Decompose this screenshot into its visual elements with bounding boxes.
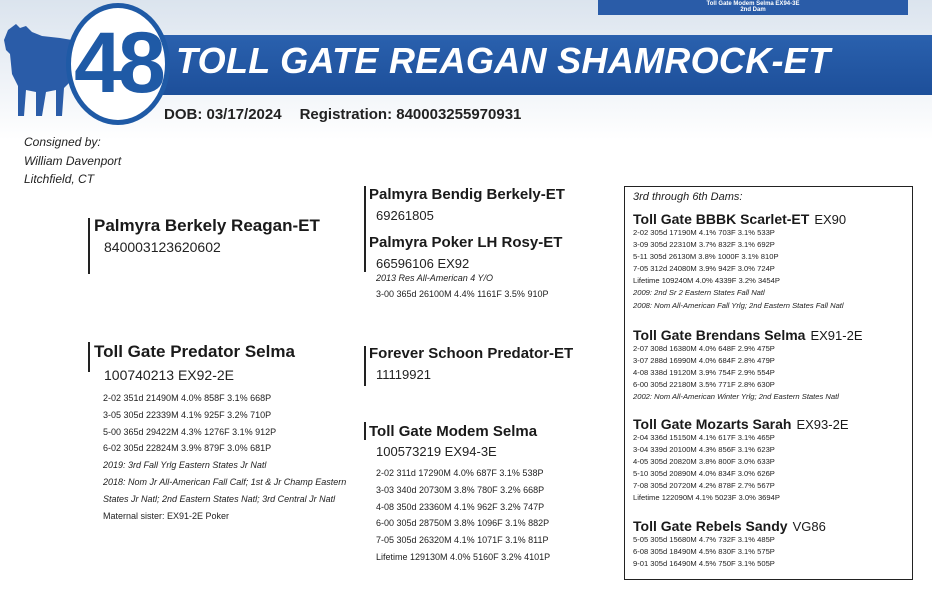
dam-record: 6-02 305d 22824M 3.9% 879F 3.0% 681P [103,443,272,454]
dam-entry-record: 4-05 305d 20820M 3.8% 800F 3.0% 633P [633,457,775,467]
dam-entry-class: EX90 [814,212,847,227]
dam-entry-title: Toll Gate Rebels Sandy [633,518,788,534]
dam-sire-bracket [364,346,366,386]
sire-dam-reg: 66596106 EX92 [376,256,470,271]
animal-title: TOLL GATE REAGAN SHAMROCK-ET [176,40,831,81]
dam-entry-name [633,211,908,227]
dam-entry-note: 2009: 2nd Sr 2 Eastern States Fall Natl [633,288,765,298]
dam-entry-record: 6-00 305d 22180M 3.5% 771F 2.8% 630P [633,380,775,390]
dam-entry-record: 6-08 305d 18490M 4.5% 830F 3.1% 575P [633,547,775,557]
dam-entry-title: Toll Gate Mozarts Sarah [633,416,792,432]
maternal-sister: Maternal sister: EX91-2E Poker [103,510,230,521]
dam-entry-record: 4-08 338d 19120M 3.9% 754F 2.9% 554P [633,368,775,378]
dam-dam-record: 4-08 350d 23360M 4.1% 962F 3.2% 747P [376,501,545,512]
dam-entry-title: Toll Gate Brendans Selma [633,327,806,343]
dam-entry-record: 5-10 305d 20890M 4.0% 834F 3.0% 626P [633,469,775,479]
dam-name: Toll Gate Predator Selma [94,342,295,361]
dam-record: 2-02 351d 21490M 4.0% 858F 3.1% 668P [103,393,272,403]
dam-entry-note: 2008: Nom All-American Fall Yrlg; 2nd Eastern States Fall Natl [633,300,844,310]
cow-silhouette-icon [2,10,74,116]
sire-sire-name: Palmyra Bendig Berkely-ET [369,186,565,203]
sire-dam-record: 3-00 365d 26100M 4.4% 1161F 3.5% 910P [376,289,549,299]
dam-entry-record: 7-05 312d 24080M 3.9% 942F 3.0% 724P [633,264,775,274]
dam-dam-bracket [364,422,366,440]
dam-note: States Jr Natl; 2nd Eastern States Natl; 3rd Central Jr Natl [103,493,336,504]
dams-header: 3rd through 6th Dams: [633,191,743,203]
dam-entry-record: 9-01 305d 16490M 4.5% 750F 3.1% 505P [633,559,775,569]
dam-records [103,390,346,524]
consignor-location: Litchfield, CT [24,172,95,186]
dam-dam-record: 2-02 311d 17290M 4.0% 687F 3.1% 538P [376,468,544,478]
dam-entry-record: 7-08 305d 20720M 4.2% 878F 2.7% 567P [633,481,775,491]
dam-record: 5-00 365d 29422M 4.3% 1276F 3.1% 912P [103,426,277,437]
consigned-label: Consigned by: [24,135,101,149]
dam-entry-class: VG86 [792,519,826,534]
sire-name: Palmyra Berkely Reagan-ET [94,216,320,235]
sire-dam-name: Palmyra Poker LH Rosy-ET [369,234,563,251]
consignor-name: William Davenport [24,153,122,168]
dam-entry-note: 2002: Nom All-American Winter Yrlg; 2nd Eastern States Natl [633,392,839,402]
sire-parents-bracket [364,186,366,272]
dam-sire-reg: 11119921 [376,367,431,382]
dam-entry-record: 2-02 305d 17190M 4.1% 703F 3.1% 533P [633,228,775,237]
dam-entry-title: Toll Gate BBBK Scarlet-ET [633,211,810,227]
dam-note: 2019: 3rd Fall Yrlg Eastern States Jr Natl [103,460,267,471]
dam-record: 3-05 305d 22339M 4.1% 925F 3.2% 710P [103,409,272,420]
top-tab-line2: 2nd Dam [740,7,766,13]
dam-entry-record: 5-11 305d 26130M 3.8% 1000F 3.1% 810P [633,252,779,262]
dam-entry [633,416,908,505]
dam-dam-record: Lifetime 129130M 4.0% 5160F 3.2% 4101P [376,551,551,562]
dam-entry-class: EX93-2E [796,417,849,432]
registration: Registration: 840003255970931 [299,106,522,123]
sire-dam-note: 2013 Res All-American 4 Y/O [376,273,494,283]
sire-sire-reg: 69261805 [376,208,434,223]
sire-reg: 840003123620602 [104,239,221,255]
dam-entry-record: 3-04 339d 20100M 4.3% 856F 3.1% 623P [633,445,775,455]
dam-dam-name: Toll Gate Modem Selma [369,423,538,440]
dam-sire-name: Forever Schoon Predator-ET [369,345,574,362]
dam-dam-records [376,465,550,566]
dam-entry [633,211,908,312]
dob-registration-line [164,106,521,123]
top-tab [598,0,908,15]
dam-dam-record: 3-03 340d 20730M 3.8% 780F 3.2% 668P [376,484,545,495]
dam-dam-record: 7-05 305d 26320M 4.1% 1071F 3.1% 811P [376,535,549,546]
dam-note: 2018: Nom Jr All-American Fall Calf; 1st & Jr Champ Eastern [103,476,347,487]
dam-reg: 100740213 EX92-2E [104,367,234,383]
consigned-by [24,133,121,189]
dam-entry-record: 2-07 308d 16380M 4.0% 648F 2.9% 475P [633,344,775,353]
dam-entry-record: Lifetime 109240M 4.0% 4339F 3.2% 3454P [633,276,780,286]
dam-entry [633,327,908,403]
dam-entry-class: EX91-2E [810,328,863,343]
dam-entry-record: 3-07 288d 16990M 4.0% 684F 2.8% 479P [633,356,775,366]
dam-entry-name [633,518,908,534]
dam-dam-reg: 100573219 EX94-3E [376,444,497,459]
dam-entry-name [633,416,908,432]
dam-bracket [88,342,90,372]
dam-entry-record: 3-09 305d 22310M 3.7% 832F 3.1% 692P [633,240,775,250]
dam-entry-record: 5-05 305d 15680M 4.7% 732F 3.1% 485P [633,535,775,544]
dam-entry-name [633,327,908,343]
dam-entry-record: 2-04 336d 15150M 4.1% 617F 3.1% 465P [633,433,775,442]
dam-entry-record: Lifetime 122090M 4.1% 5023F 3.0% 3694P [633,493,780,503]
dam-entry [633,518,908,570]
dam-dam-record: 6-00 305d 28750M 3.8% 1096F 3.1% 882P [376,518,550,529]
sire-bracket [88,218,90,274]
top-tab-line1: Toll Gate Modem Selma EX94-3E [706,1,800,7]
lot-number: 48 [74,15,162,111]
dob: DOB: 03/17/2024 [164,106,282,123]
